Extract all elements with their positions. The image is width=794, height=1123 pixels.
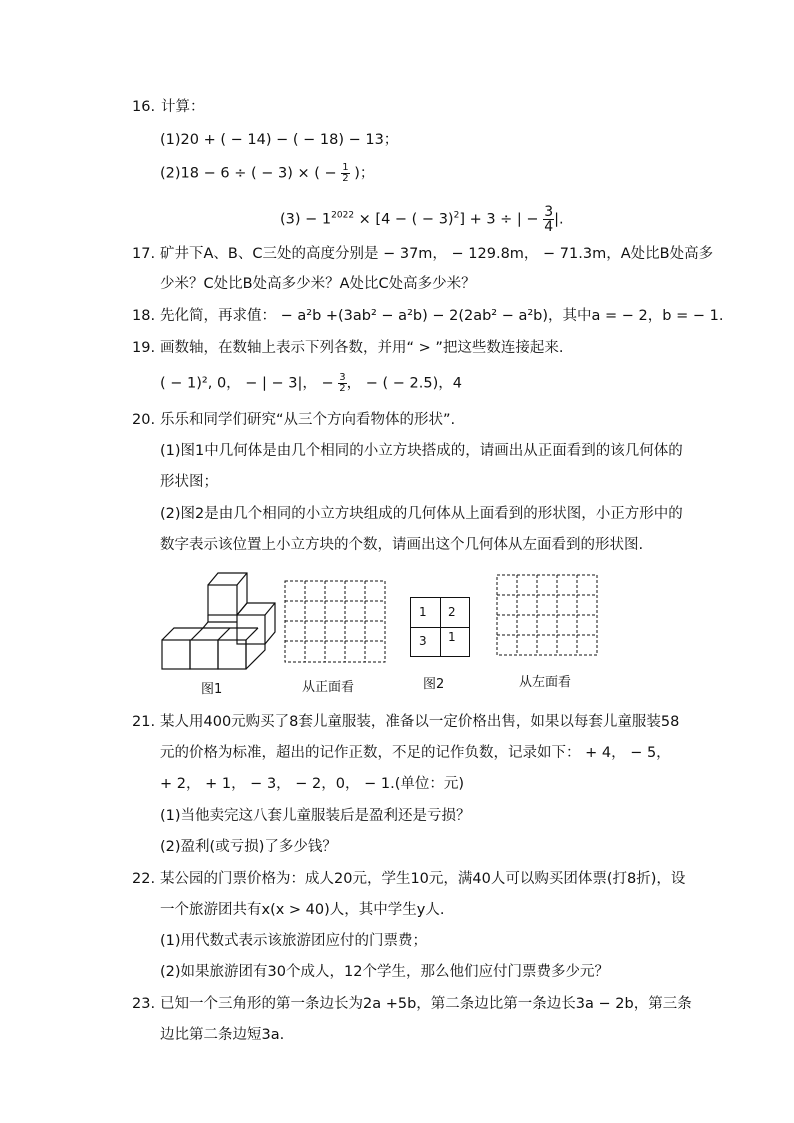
- q17-line1: 矿井下A、B、C三处的高度分别是 − 37m， − 129.8m， − 71.3m，A处比B处高多: [160, 246, 714, 262]
- q19-line2: [160, 373, 462, 394]
- q22-line1: 某公园的门票价格为：成人20元，学生10元，满40人可以购买团体票(打8折)，设: [160, 871, 686, 887]
- q19-line1: 画数轴，在数轴上表示下列各数，并用“ > ”把这些数连接起来.: [160, 340, 564, 356]
- q20-line1: 乐乐和同学们研究“从三个方向看物体的形状”.: [160, 412, 456, 428]
- q20-part2-line1: (2)图2是由几个相同的小立方块组成的几何体从上面看到的形状图，小正方形中的: [160, 506, 683, 522]
- q19-number: 19.: [132, 340, 156, 356]
- q19-fraction: [338, 373, 346, 394]
- q16-part2-prefix: (2)18 − 6 ÷ ( − 3) × ( −: [160, 165, 337, 182]
- q18-line1: 先化简，再求值： − a²b +(3ab² − a²b) − 2(2ab² − a²b)，其中a = − 2，b = − 1.: [160, 308, 724, 324]
- q16-number: 16.: [132, 99, 156, 115]
- q22-part1: (1)用代数式表示该旅游团应付的门票费；: [160, 933, 428, 949]
- q19-frac-num: 3: [339, 372, 346, 383]
- q16-part2-suffix: )；: [354, 165, 375, 182]
- caption-front-view: 从正面看: [302, 680, 355, 695]
- q16-title: 计算：: [161, 99, 205, 115]
- q16-part3-exp: 2022: [331, 210, 355, 221]
- q19-frac-den: 2: [339, 383, 346, 394]
- fig2-cell-4: 1: [448, 630, 456, 644]
- q16-part3-b: × [4 − ( − 3): [358, 211, 454, 228]
- q17-line2: 少米？C处比B处高多少米？A处比C处高多少米？: [160, 276, 476, 292]
- caption-figure2: 图2: [423, 677, 445, 692]
- q21-line2: 元的价格为标准，超出的记作正数，不足的记作负数，记录如下： + 4， − 5，: [160, 745, 671, 761]
- q21-line3: + 2， + 1， − 3， − 2，0， − 1.(单位：元): [160, 776, 465, 792]
- q20-number: 20.: [132, 412, 156, 428]
- figure2-top-view: [410, 597, 470, 657]
- q16-part2-frac-num: 1: [342, 162, 349, 173]
- fig2-cell-3: 3: [419, 634, 427, 648]
- q20-part2-line2: 数字表示该位置上小立方块的个数，请画出这个几何体从左面看到的形状图.: [160, 537, 644, 553]
- q23-number: 23.: [132, 996, 156, 1012]
- caption-figure1: 图1: [201, 682, 223, 697]
- fig2-cell-1: 1: [419, 605, 427, 619]
- q16-part3-exp2: 2: [453, 210, 460, 221]
- q16-part3-c: ] + 3 ÷ | −: [459, 211, 539, 228]
- figure1-cubes: [160, 570, 285, 672]
- q18-number: 18.: [132, 308, 156, 324]
- q22-number: 22.: [132, 871, 156, 887]
- q23-line1: 已知一个三角形的第一条边长为2a +5b，第二条边比第一条边长3a − 2b，第三条: [160, 996, 692, 1012]
- q20-part1-line1: (1)图1中几何体是由几个相同的小立方块搭成的，请画出从正面看到的该几何体的: [160, 443, 683, 459]
- q21-part1: (1)当他卖完这八套儿童服装后是盈利还是亏损？: [160, 808, 471, 824]
- q20-part1-line2: 形状图；: [160, 474, 218, 490]
- q16-part3-frac-num: 3: [544, 204, 554, 220]
- q16-part2-frac-den: 2: [342, 173, 349, 184]
- q17-number: 17.: [132, 246, 156, 262]
- q19-line2-b: ， − ( − 2.5)，4: [346, 375, 462, 392]
- q16-part3: [280, 205, 564, 234]
- q21-number: 21.: [132, 714, 156, 730]
- q16-part3-d: |.: [554, 211, 564, 228]
- caption-left-view: 从左面看: [519, 675, 572, 690]
- q21-line1: 某人用400元购买了8套儿童服装，准备以一定价格出售，如果以每套儿童服装58: [160, 714, 680, 730]
- q16-part2-fraction: [341, 163, 349, 184]
- q16-part3-a: (3) − 1: [280, 211, 332, 228]
- q16-part2: [160, 163, 374, 184]
- q21-part2: (2)盈利(或亏损)了多少钱？: [160, 839, 337, 855]
- q19-line2-a: ( − 1)², 0， − | − 3|， −: [160, 375, 334, 392]
- q22-part2: (2)如果旅游团有30个成人，12个学生，那么他们应付门票费多少元？: [160, 964, 609, 980]
- fig2-cell-2: 2: [448, 605, 456, 619]
- q16-part3-frac-den: 4: [544, 219, 554, 235]
- figure-front-view-grid: [284, 580, 386, 663]
- q23-line2: 边比第二条边短3a.: [160, 1027, 285, 1043]
- q22-line2: 一个旅游团共有x(x > 40)人，其中学生y人.: [160, 902, 445, 918]
- q16-part1: (1)20 + ( − 14) − ( − 18) − 13；: [160, 132, 399, 148]
- figure-left-view-grid: [496, 574, 598, 656]
- q16-part3-fraction: [543, 205, 554, 234]
